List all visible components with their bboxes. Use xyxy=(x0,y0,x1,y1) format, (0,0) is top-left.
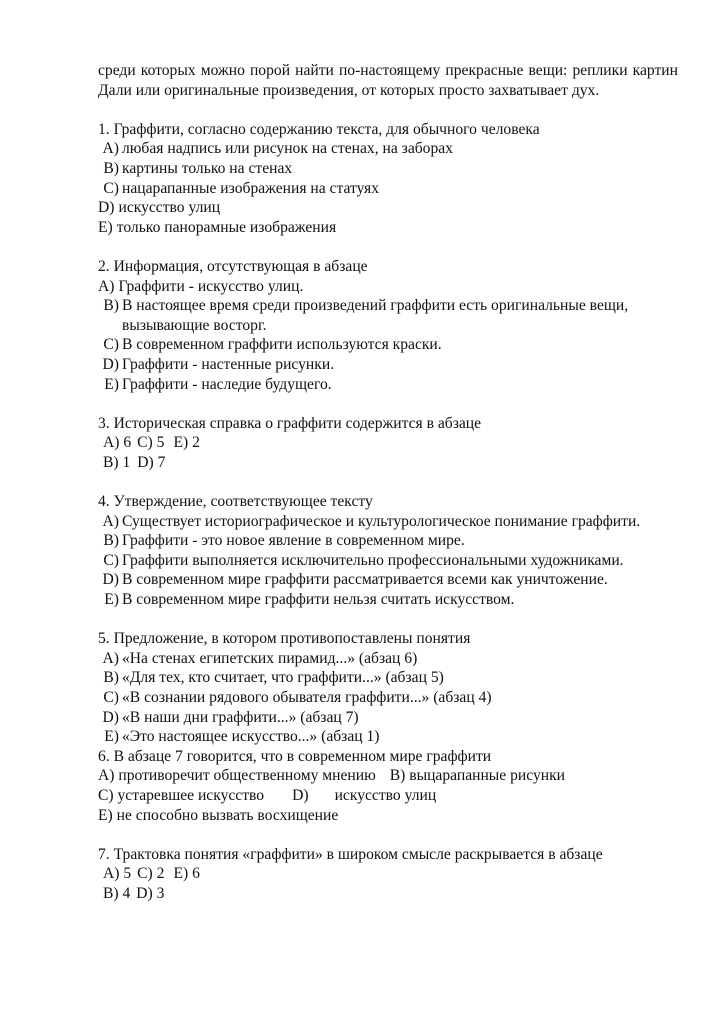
option-text: нацарапанные изображения на статуях xyxy=(122,179,380,197)
option-text: любая надпись или рисунок на стенах, на заборах xyxy=(122,140,453,158)
question-6-option-c[interactable]: C) устаревшее искусство xyxy=(98,786,265,804)
question-5-option-b[interactable] xyxy=(98,668,678,688)
question-2-title: 2. Информация, отсутствующая в абзаце xyxy=(98,257,368,275)
question-4-title: 4. Утверждение, соответствующее тексту xyxy=(98,493,373,511)
spacer xyxy=(98,472,678,492)
question-6-row-1 xyxy=(98,766,678,786)
question-5 xyxy=(98,629,678,747)
question-5-option-a[interactable] xyxy=(98,649,678,669)
question-7-option-e[interactable]: E) 6 xyxy=(173,865,200,883)
question-3-option-e[interactable]: E) 2 xyxy=(173,434,200,452)
question-3-row-2 xyxy=(98,453,678,473)
option-label: A) xyxy=(98,277,115,295)
spacer xyxy=(98,825,678,845)
question-2-option-d[interactable] xyxy=(98,355,678,375)
option-label: E) xyxy=(104,375,119,393)
option-text: Граффити - это новое явление в современном мире. xyxy=(122,532,465,550)
question-4-option-a[interactable] xyxy=(98,512,678,532)
question-5-option-e[interactable] xyxy=(98,727,678,747)
question-2-option-e[interactable] xyxy=(98,375,678,395)
option-text: «В наши дни граффити...» (абзац 7) xyxy=(122,708,359,726)
question-7-option-c[interactable]: C) 2 xyxy=(137,865,165,883)
question-1-option-e[interactable] xyxy=(98,218,678,238)
question-6-option-b[interactable]: B) выцарапанные рисунки xyxy=(389,767,566,785)
question-4-option-c[interactable] xyxy=(98,551,678,571)
option-text: «Для тех, кто считает, что граффити...» (абзац 5) xyxy=(122,669,444,687)
option-text: В современном мире граффити рассматривается всеми как уничтожение. xyxy=(122,571,608,589)
option-label: D) xyxy=(102,571,119,589)
question-7-row-2 xyxy=(98,884,678,904)
question-6-title: 6. В абзаце 7 говорится, что в современном мире граффити xyxy=(98,747,492,765)
question-3-row-1 xyxy=(98,433,678,453)
question-6-option-d-label[interactable]: D) xyxy=(292,786,309,804)
question-3 xyxy=(98,414,678,473)
option-label: D) xyxy=(98,199,115,217)
question-3-title: 3. Историческая справка о граффити содержится в абзаце xyxy=(98,414,482,432)
question-4 xyxy=(98,492,678,610)
question-2 xyxy=(98,257,678,394)
question-1 xyxy=(98,120,678,238)
question-2-option-a[interactable] xyxy=(98,277,678,297)
option-label: A) xyxy=(102,512,119,530)
question-2-option-b[interactable] xyxy=(98,296,678,335)
option-label: B) xyxy=(103,159,119,177)
spacer xyxy=(98,237,678,257)
option-label: C) xyxy=(103,179,119,197)
option-label: C) xyxy=(103,689,119,706)
question-7-option-d[interactable]: D) 3 xyxy=(136,884,165,902)
spacer xyxy=(98,610,678,630)
option-label: C) xyxy=(103,336,119,354)
option-text: Граффити выполняется исключительно профессиональными художниками. xyxy=(122,551,624,569)
question-4-option-d[interactable] xyxy=(98,570,678,590)
question-5-title: 5. Предложение, в котором противопоставлены понятия xyxy=(98,630,471,648)
intro-paragraph: среди которых можно порой найти по-настоящему прекрасные вещи: реплики картин Дали или оригинальные произведения, от которых просто захватывает дух. xyxy=(98,62,678,99)
question-3-option-c[interactable]: C) 5 xyxy=(137,434,165,452)
question-3-option-b[interactable]: B) 1 xyxy=(103,453,131,471)
option-label: E) xyxy=(104,728,119,746)
question-1-option-a[interactable] xyxy=(98,139,678,159)
option-label: D) xyxy=(102,355,119,373)
option-text: Граффити - искусство улиц. xyxy=(118,277,304,295)
question-4-option-b[interactable] xyxy=(98,531,678,551)
option-label: D) xyxy=(102,708,119,726)
question-6-option-d[interactable]: искусство улиц xyxy=(334,786,437,804)
option-label: E) xyxy=(104,591,119,609)
option-text: картины только на стенах xyxy=(122,159,293,177)
question-1-title: 1. Граффити, согласно содержанию текста, для обычного человека xyxy=(98,120,540,138)
question-6-row-3 xyxy=(98,806,678,826)
option-label: B) xyxy=(103,669,119,687)
option-text: В современном мире граффити нельзя считать искусством. xyxy=(122,591,515,609)
option-label: A) xyxy=(102,140,119,158)
question-1-option-c[interactable] xyxy=(98,179,678,199)
question-5-option-d[interactable] xyxy=(98,708,678,728)
question-2-option-c[interactable] xyxy=(98,335,678,355)
question-6-option-a[interactable]: A) противоречит общественному мнению xyxy=(98,767,376,785)
option-text: искусство улиц xyxy=(118,199,221,217)
option-text: «В сознании рядового обывателя граффити...» (абзац 4) xyxy=(122,689,492,706)
question-6-option-e[interactable]: E) не способно вызвать восхищение xyxy=(98,806,339,824)
question-7-option-b[interactable]: B) 4 xyxy=(103,884,131,902)
option-text: только панорамные изображения xyxy=(116,218,337,236)
option-label: C) xyxy=(103,551,119,569)
question-7-title: 7. Трактовка понятия «граффити» в широком смысле раскрывается в абзаце xyxy=(98,845,603,863)
question-3-option-a[interactable]: A) 6 xyxy=(103,434,132,452)
document-page xyxy=(98,61,678,904)
option-label: B) xyxy=(103,297,119,315)
option-label: E) xyxy=(98,218,113,236)
option-text: «Это настоящее искусство...» (абзац 1) xyxy=(122,728,380,746)
option-text: Существует историографическое и культурологическое понимание граффити. xyxy=(122,512,641,530)
spacer xyxy=(98,100,678,120)
question-7-row-1 xyxy=(98,864,678,884)
question-6-row-2 xyxy=(98,786,678,806)
option-text: «На стенах египетских пирамид...» (абзац 6) xyxy=(122,649,418,667)
option-text: Граффити - наследие будущего. xyxy=(122,375,332,393)
question-4-option-e[interactable] xyxy=(98,590,678,610)
option-text: В настоящее время среди произведений граффити есть оригинальные вещи, вызывающие восторг. xyxy=(122,297,629,334)
question-1-option-d[interactable] xyxy=(98,198,678,218)
option-text: В современном граффити используются краски. xyxy=(122,336,442,354)
option-label: A) xyxy=(102,649,119,667)
question-5-option-c[interactable] xyxy=(98,688,678,708)
question-3-option-d[interactable]: D) 7 xyxy=(137,453,166,471)
option-label: B) xyxy=(103,532,119,550)
spacer xyxy=(98,394,678,414)
question-7-option-a[interactable]: A) 5 xyxy=(103,865,132,883)
question-7 xyxy=(98,845,678,904)
question-6 xyxy=(98,747,678,825)
option-text: Граффити - настенные рисунки. xyxy=(122,355,335,373)
question-1-option-b[interactable] xyxy=(98,159,678,179)
